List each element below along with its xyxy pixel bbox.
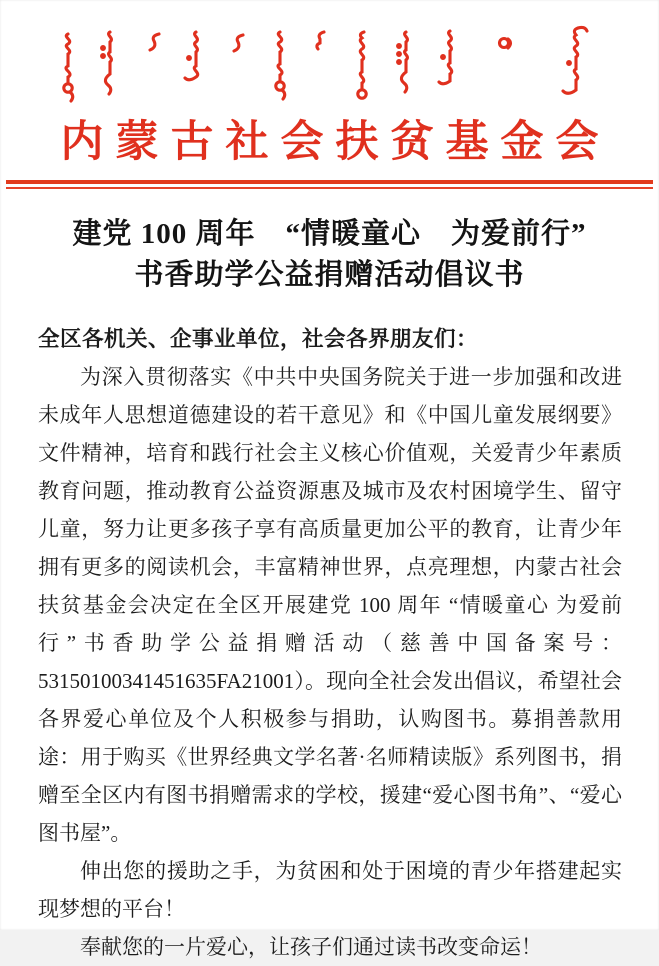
document-title <box>0 214 659 296</box>
letterhead <box>0 0 659 189</box>
paragraph-main: 为深入贯彻落实《中共中央国务院关于进一步加强和改进未成年人思想道德建设的若干意见》和《中国儿童发展纲要》文件精神，培育和践行社会主义核心价值观，关爱青少年素质教育问题，推动教育公益资源惠及城市及农村困境学生、留守儿童，努力让更多孩子享有高质量更加公平的教育，让青少年拥有更多的阅读机会，丰富精神世界，点亮理想，内蒙古社会扶贫基金会决定在全区开展建党 100 周年 “情暖童心 为爱前行”书香助学公益捐赠活动（慈善中国备案号：53150100341451635FA21001）。现向全社会发出倡议，希望社会各界爱心单位及个人积极参与捐助，认购图书。募捐善款用途：用于购买《世界经典文学名著·名师精读版》系列图书，捐赠至全区内有图书捐赠需求的学校，援建“爱心图书角”、“爱心图书屋”。 <box>38 365 622 845</box>
rule-thin <box>6 187 653 189</box>
rule-thick <box>6 180 653 184</box>
double-rule <box>6 180 653 189</box>
document-title-line2: 书香助学公益捐赠活动倡议书 <box>134 259 525 291</box>
paragraph-appeal-1: 伸出您的援助之手，为贫困和处于困境的青少年搭建起实现梦想的平台！ <box>38 859 622 921</box>
organization-name: 内蒙古社会扶贫基金会 <box>60 119 611 166</box>
mongolian-script-header <box>52 26 608 102</box>
document-body <box>38 320 622 966</box>
salutation: 全区各机关、企事业单位，社会各界朋友们： <box>38 327 479 351</box>
paragraph-appeal-2: 奉献您的一片爱心，让孩子们通过读书改变命运！ <box>80 935 542 959</box>
document-title-line1: 建党 100 周年 “情暖童心 为爱前行” <box>72 218 587 250</box>
